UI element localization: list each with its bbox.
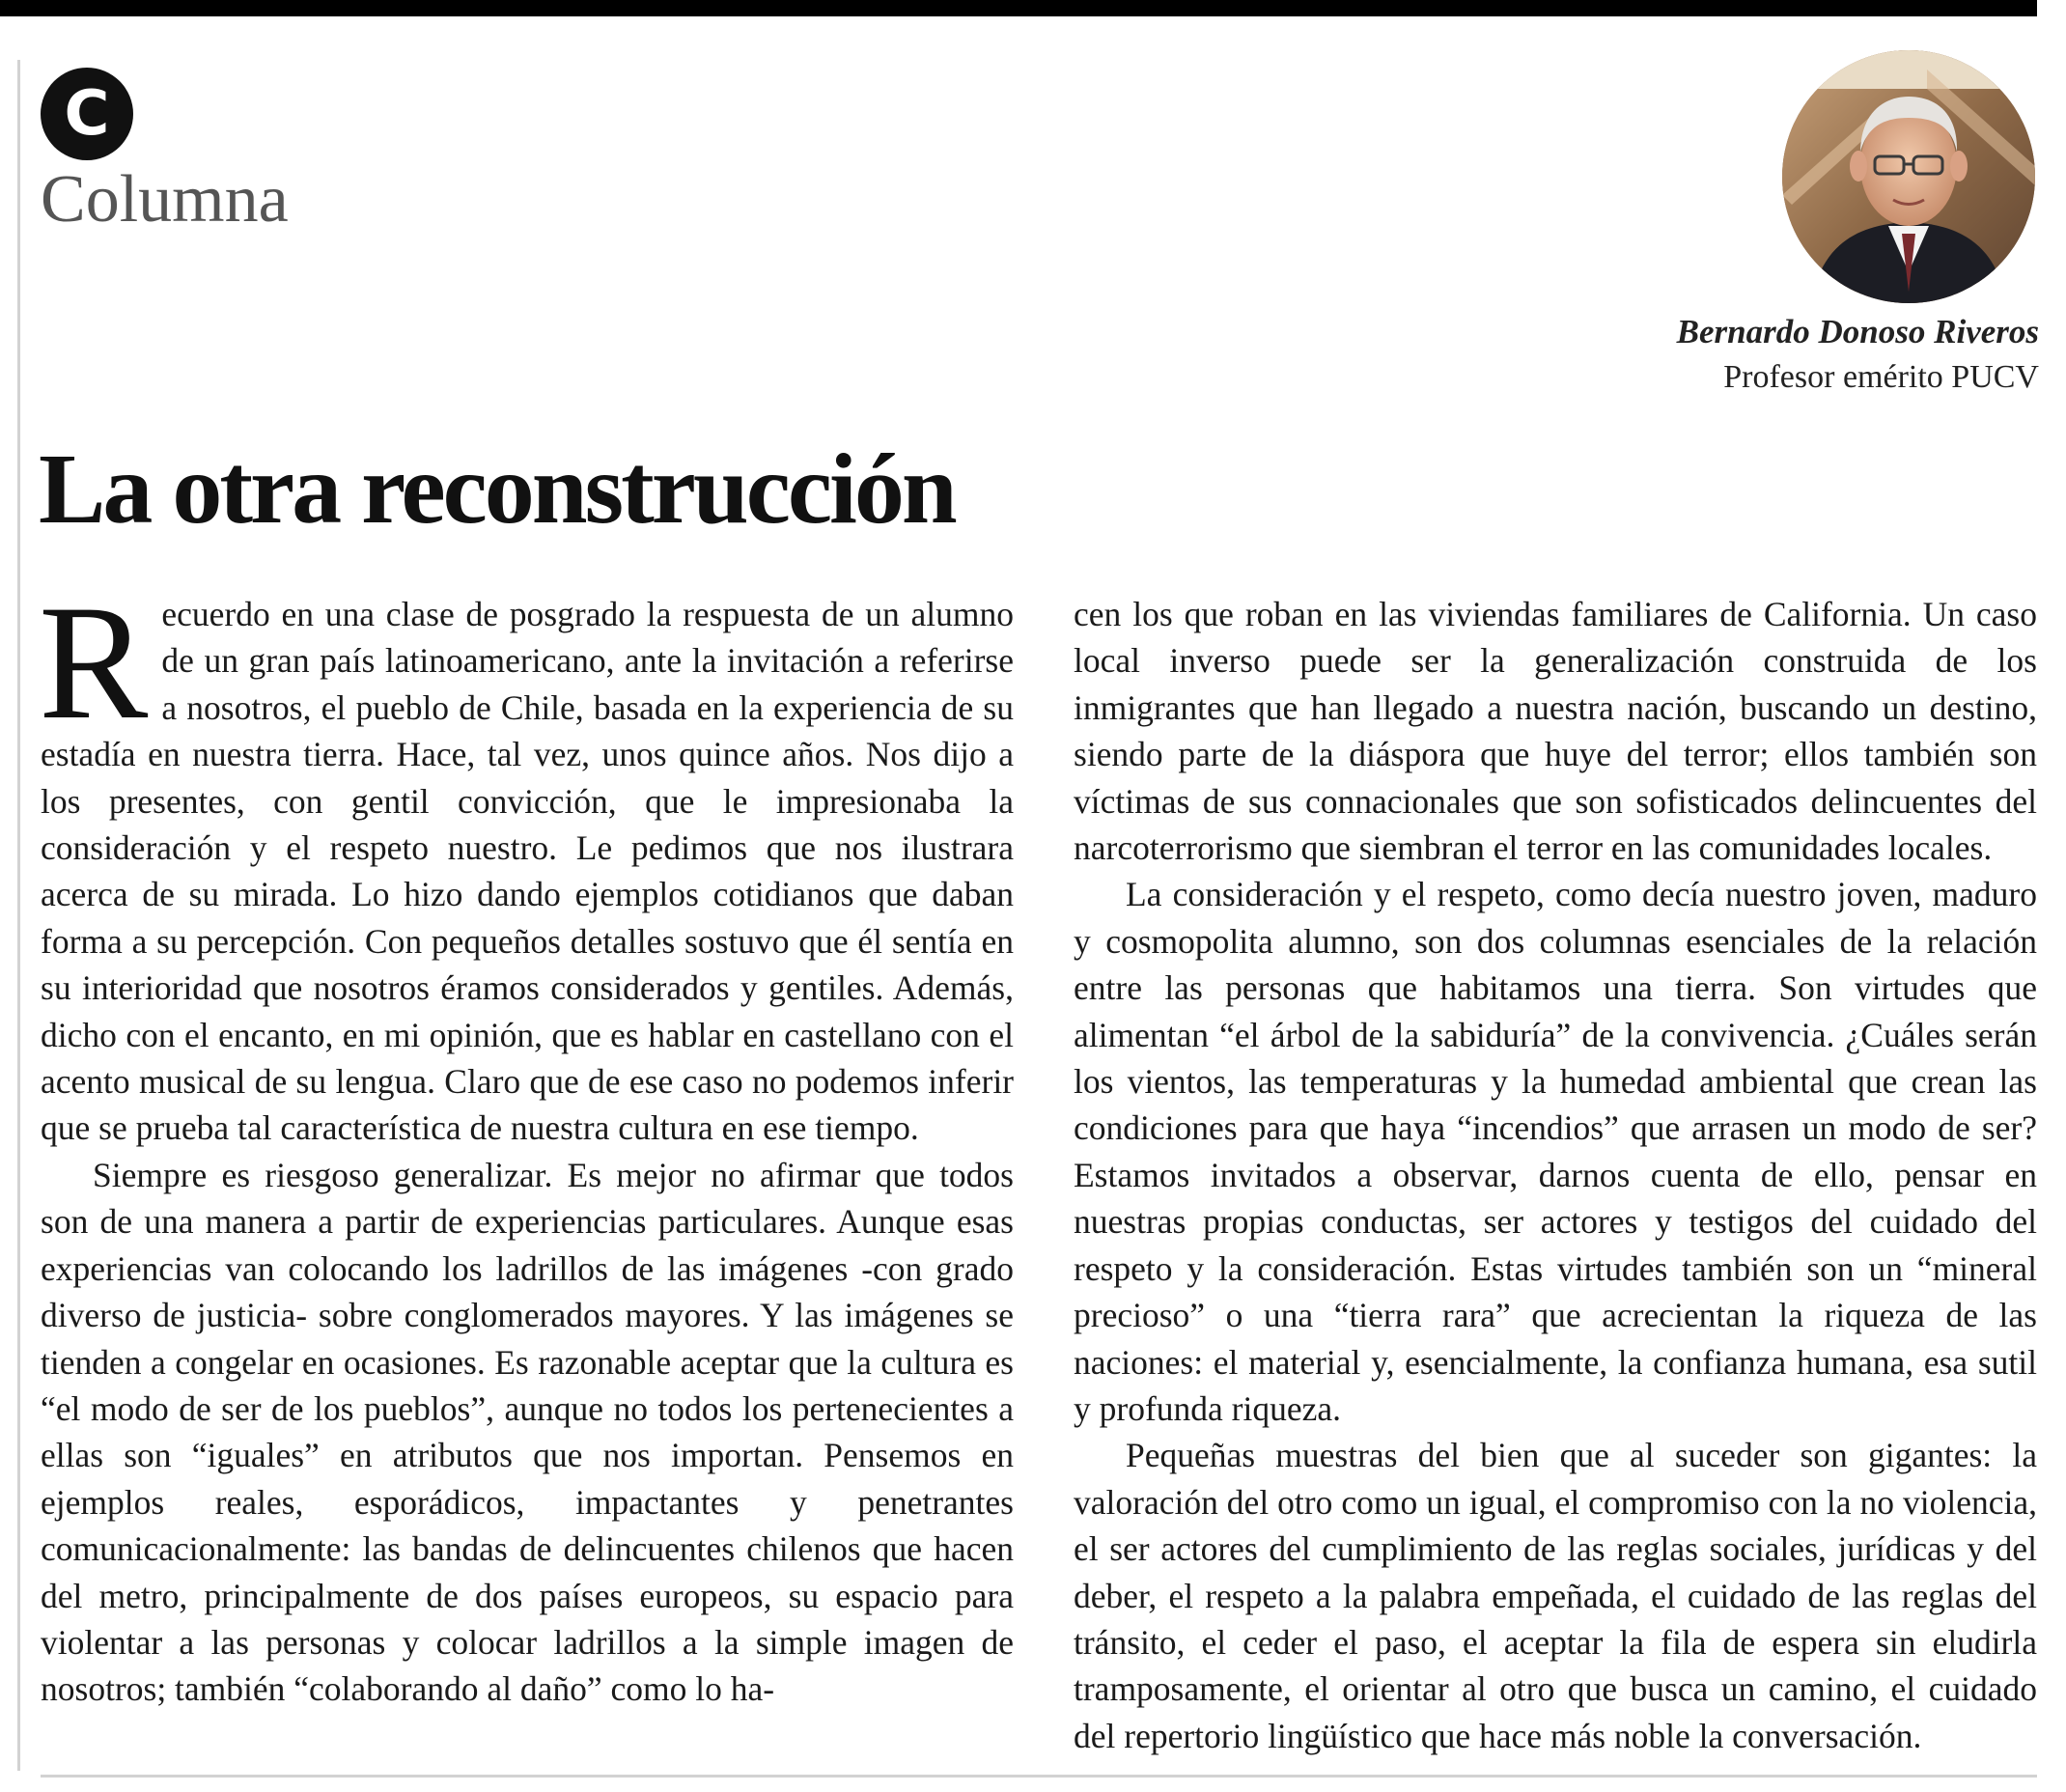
headline: La otra reconstrucción <box>39 434 955 545</box>
paragraph-4: Pequeñas muestras del bien que al suceder son gigantes: la valoración del otro como un igual, el compromiso con la no violencia, el ser actores del cumplimiento de las reglas sociales, jurídicas y del deber, el respeto a la palabra empeñada, el cuidado de las reglas del tránsito, el ceder el paso, el aceptar la fila de espera sin eludirla tramposamente, el orientar al otro que busca un camino, el cuidado del repertorio lingüístico que hace más noble la conversación. <box>1074 1436 2037 1755</box>
author-name: Bernardo Donoso Riveros <box>1676 313 2039 350</box>
paragraph-1 <box>39 572 1014 1152</box>
paragraph-2-continued: cen los que roban en las viviendas familiares de California. Un caso local inverso puede ser la generalización construida de los inmigrantes que han llegado a nuestra nación, buscando un destino, siendo parte de la diáspora que huye del terror; ellos también son víctimas de sus connacionales que son sofisticados delincuentes del narcoterrorismo que siembran el terror en las comunidades locales. <box>1074 595 2037 868</box>
author-portrait-image <box>1782 50 2035 303</box>
drop-cap: R <box>39 572 149 753</box>
author-role: Profesor emérito PUCV <box>1723 359 2039 395</box>
author-photo <box>1782 50 2035 303</box>
top-rule <box>0 0 2037 16</box>
paragraph-1-text: ecuerdo en una clase de posgrado la respuesta de un alumno de un gran país latinoamericano, ante la invitación a referirse a nosotros, el pueblo de Chile, basada en la experiencia de su estadía en nuestra tierra. Hace, tal vez, unos quince años. Nos dijo a los presentes, con gentil convicción, que le impresionaba la consideración y el respeto nuestro. Le pedimos que nos ilustrara acerca de su mirada. Lo hizo dando ejemplos cotidianos que daban forma a su percepción. Con pequeños detalles sostuvo que él sentía en su interioridad que nosotros éramos considerados y gentiles. Además, dicho con el encanto, en mi opinión, que es hablar en castellano con el acento musical de su lengua. Claro que de ese caso no podemos inferir que se prueba tal característica de nuestra cultura en ese tiempo. <box>41 595 1014 1148</box>
section-badge-icon: C <box>41 68 133 160</box>
section-name: Columna <box>41 162 289 237</box>
article-column-right <box>1074 591 2037 1759</box>
paragraph-3: La consideración y el respeto, como decía nuestro joven, maduro y cosmopolita alumno, son dos columnas esenciales de la relación entre las personas que habitamos una tierra. Son virtudes que alimentan “el árbol de la sabiduría” de la convivencia. ¿Cuáles serán los vientos, las temperaturas y la humedad ambiental que crean las condiciones para que haya “incendios” que arrasen un modo de ser? Estamos invitados a observar, darnos cuenta de ello, pensar en nuestras propias conductas, ser actores y testigos del cuidado del respeto y la consideración. Estas virtudes también son un “mineral precioso” o una “tierra rara” que acrecientan la riqueza de las naciones: el material y, esencialmente, la confianza humana, esa sutil y profunda riqueza. <box>1074 875 2037 1428</box>
paragraph-2: Siempre es riesgoso generalizar. Es mejor no afirmar que todos son de una manera a partir de experiencias particulares. Aunque esas experiencias van colocando los ladrillos de las imágenes -con grado diverso de justicia- sobre conglomerados mayores. Y las imágenes se tienden a congelar en ocasiones. Es razonable aceptar que la cultura es “el modo de ser de los pueblos”, aunque no todos los pertenecientes a ellas son “iguales” en atributos que nos importan. Pensemos en ejemplos reales, esporádicos, impactantes y penetrantes comunicacionalmente: las bandas de delincuentes chilenos que hacen del metro, principalmente de dos países europeos, su espacio para violentar a las personas y colocar ladrillos a la simple imagen de nosotros; también “colaborando al daño” como lo ha- <box>41 1155 1014 1709</box>
article-column-left <box>39 572 1014 1713</box>
left-column-rule <box>17 60 20 1771</box>
bottom-rule <box>41 1775 2037 1778</box>
